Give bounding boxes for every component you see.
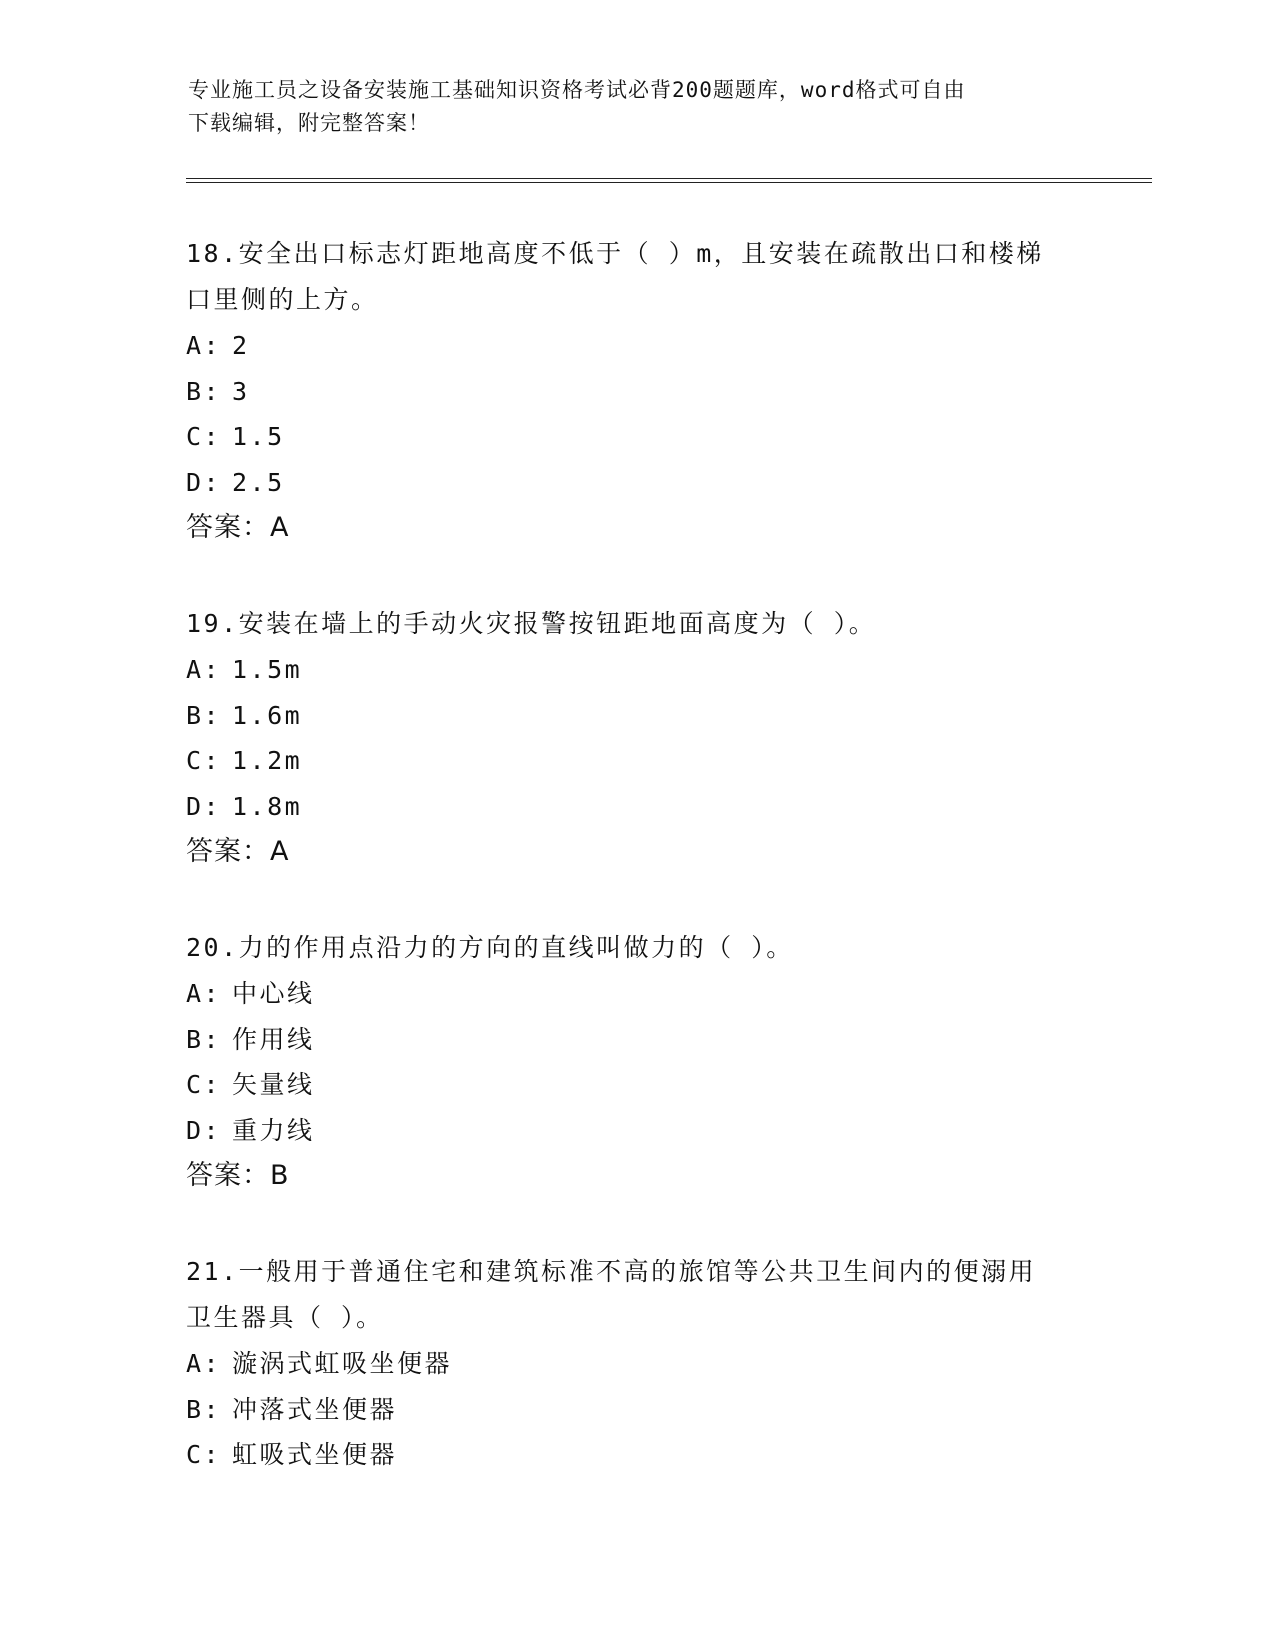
option-letter: D: <box>186 791 222 821</box>
option-a <box>186 1341 1086 1387</box>
option-text: 3 <box>232 376 250 406</box>
question-stem: 21.一般用于普通住宅和建筑标准不高的旅馆等公共卫生间内的便溺用 <box>186 1257 1037 1286</box>
question-20 <box>186 925 1086 1199</box>
option-c <box>186 738 1086 784</box>
option-letter: A: <box>186 655 222 684</box>
answer-text: 答案：B <box>186 1160 290 1191</box>
option-letter: C: <box>186 1440 222 1469</box>
question-18 <box>186 231 1086 551</box>
question-stem: 口里侧的上方。 <box>186 285 379 314</box>
option-text: 漩涡式虹吸坐便器 <box>232 1349 453 1378</box>
header-line-1: 专业施工员之设备安装施工基础知识资格考试必背200题题库，word格式可自由 <box>188 78 966 102</box>
option-text: 重力线 <box>232 1115 315 1145</box>
option-text: 2.5 <box>232 467 285 497</box>
option-a <box>186 971 1086 1017</box>
option-d <box>186 784 1086 830</box>
question-21 <box>186 1249 1086 1478</box>
question-stem: 18.安全出口标志灯距地高度不低于（ ）m，且安装在疏散出口和楼梯 <box>186 239 1044 268</box>
answer-text: 答案：A <box>186 512 290 543</box>
option-d <box>186 460 1086 506</box>
option-letter: B: <box>186 376 222 406</box>
option-d <box>186 1108 1086 1154</box>
option-text: 1.5m <box>232 655 303 684</box>
option-letter: B: <box>186 700 222 730</box>
option-b <box>186 1387 1086 1433</box>
header-divider <box>186 178 1152 183</box>
answer-text: 答案：A <box>186 836 290 867</box>
option-c <box>186 1432 1086 1478</box>
option-text: 虹吸式坐便器 <box>232 1440 398 1469</box>
option-text: 1.5 <box>232 422 285 451</box>
option-text: 2 <box>232 331 250 360</box>
option-letter: C: <box>186 422 222 451</box>
question-19 <box>186 601 1086 875</box>
option-text: 矢量线 <box>232 1070 315 1099</box>
option-b <box>186 1017 1086 1063</box>
option-text: 冲落式坐便器 <box>232 1394 398 1424</box>
option-text: 1.8m <box>232 791 303 821</box>
option-letter: C: <box>186 746 222 775</box>
option-letter: B: <box>186 1024 222 1054</box>
document-header <box>188 74 1068 140</box>
question-list <box>186 231 1086 1528</box>
option-text: 1.6m <box>232 700 303 730</box>
option-text: 1.2m <box>232 746 303 775</box>
question-stem: 19.安装在墙上的手动火灾报警按钮距地面高度为（ ）。 <box>186 609 877 638</box>
question-stem: 卫生器具（ ）。 <box>186 1303 384 1332</box>
option-b <box>186 693 1086 739</box>
question-stem: 20.力的作用点沿力的方向的直线叫做力的（ ）。 <box>186 933 794 962</box>
option-c <box>186 1062 1086 1108</box>
header-line-2: 下载编辑，附完整答案！ <box>188 111 430 135</box>
option-letter: C: <box>186 1070 222 1099</box>
option-a <box>186 323 1086 369</box>
option-letter: A: <box>186 331 222 360</box>
option-letter: B: <box>186 1394 222 1424</box>
option-c <box>186 414 1086 460</box>
option-letter: A: <box>186 979 222 1008</box>
option-b <box>186 369 1086 415</box>
option-text: 中心线 <box>232 979 315 1008</box>
option-letter: A: <box>186 1349 222 1378</box>
option-text: 作用线 <box>232 1024 315 1054</box>
option-letter: D: <box>186 467 222 497</box>
option-letter: D: <box>186 1115 222 1145</box>
option-a <box>186 647 1086 693</box>
